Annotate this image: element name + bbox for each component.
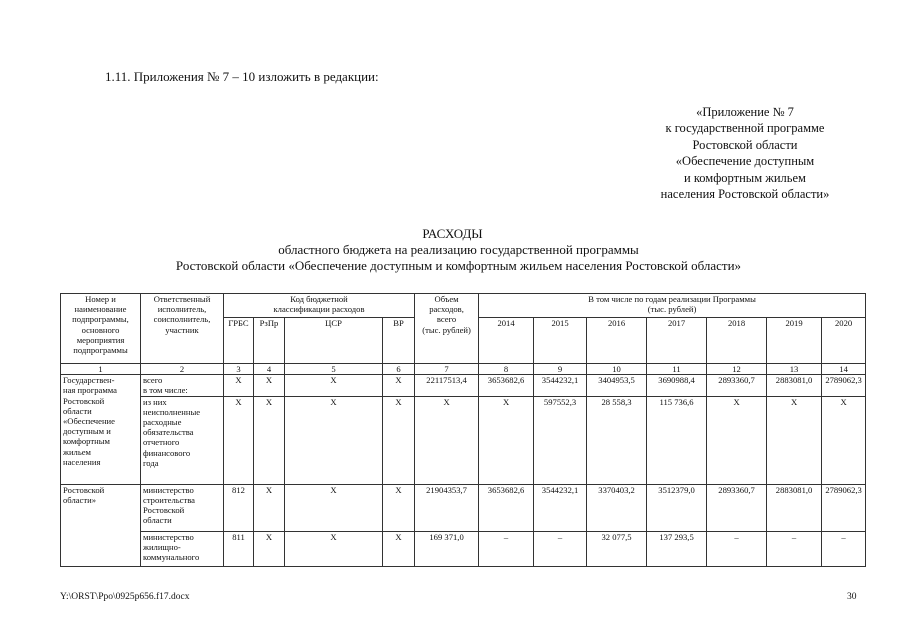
executor-cell: всего в том числе: bbox=[141, 375, 224, 396]
program-name-cell: Государствен- ная программа Ростовской области «Обеспечение доступным и комфортным жильем населения bbox=[61, 375, 141, 484]
executor-cell: министерство строительства Ростовской области bbox=[141, 484, 224, 531]
appendix-line: «Обеспечение доступным bbox=[675, 154, 815, 169]
header-executor: Ответственный исполнитель, соисполнитель, участник bbox=[141, 294, 224, 364]
csr-cell: Х bbox=[285, 375, 383, 396]
year-value-cell: – bbox=[767, 531, 822, 566]
appendix-line: «Приложение № 7 bbox=[696, 105, 794, 119]
table-row bbox=[61, 484, 866, 531]
header-year: 2019 bbox=[767, 318, 822, 364]
table-row bbox=[61, 375, 866, 396]
year-value-cell: 2789062,3 bbox=[822, 375, 866, 396]
document-heading bbox=[0, 226, 905, 273]
total-cell: 169 371,0 bbox=[415, 531, 479, 566]
header-volume: Объем расходов, всего (тыс. рублей) bbox=[415, 294, 479, 364]
header-year: 2014 bbox=[479, 318, 534, 364]
year-value-cell: Х bbox=[767, 396, 822, 484]
column-number: 9 bbox=[534, 364, 587, 375]
header-year: 2015 bbox=[534, 318, 587, 364]
header-year: 2016 bbox=[587, 318, 647, 364]
rzpr-cell: Х bbox=[254, 375, 285, 396]
heading-subtitle: областного бюджета на реализацию государственной программы bbox=[278, 242, 639, 257]
year-value-cell: 3690988,4 bbox=[647, 375, 707, 396]
year-value-cell: 137 293,5 bbox=[647, 531, 707, 566]
header-budget-code: Код бюджетной классификации расходов bbox=[224, 294, 415, 318]
heading-title: РАСХОДЫ bbox=[422, 226, 483, 241]
year-value-cell: 28 558,3 bbox=[587, 396, 647, 484]
header-year: 2020 bbox=[822, 318, 866, 364]
year-value-cell: 3653682,6 bbox=[479, 375, 534, 396]
appendix-line: населения Ростовской области» bbox=[660, 187, 830, 202]
year-value-cell: Х bbox=[479, 396, 534, 484]
grbs-cell: 811 bbox=[224, 531, 254, 566]
column-number: 7 bbox=[415, 364, 479, 375]
vr-cell: Х bbox=[383, 484, 415, 531]
program-name-cell: Ростовской области» bbox=[61, 484, 141, 566]
year-value-cell: – bbox=[707, 531, 767, 566]
footer-file-path: Y:\ORST\Ppo\0925p656.f17.docx bbox=[60, 592, 190, 602]
csr-cell: Х bbox=[285, 531, 383, 566]
vr-cell: Х bbox=[383, 375, 415, 396]
header-rzpr: РзПр bbox=[254, 318, 285, 364]
executor-cell: министерство жилищно- коммунального bbox=[141, 531, 224, 566]
header-year: 2017 bbox=[647, 318, 707, 364]
vr-cell: Х bbox=[383, 531, 415, 566]
year-value-cell: Х bbox=[822, 396, 866, 484]
year-value-cell: – bbox=[479, 531, 534, 566]
column-number: 2 bbox=[141, 364, 224, 375]
appendix-header bbox=[575, 104, 905, 202]
year-value-cell: 3370403,2 bbox=[587, 484, 647, 531]
year-value-cell: – bbox=[534, 531, 587, 566]
year-value-cell: 3653682,6 bbox=[479, 484, 534, 531]
header-grbs: ГРБС bbox=[224, 318, 254, 364]
table-row bbox=[61, 396, 866, 484]
column-number: 8 bbox=[479, 364, 534, 375]
year-value-cell: – bbox=[822, 531, 866, 566]
table-row bbox=[61, 531, 866, 566]
column-number: 3 bbox=[224, 364, 254, 375]
expenses-table bbox=[60, 293, 866, 567]
year-value-cell: 3544232,1 bbox=[534, 375, 587, 396]
header-program-number: Номер и наименование подпрограммы, основного мероприятия подпрограммы bbox=[61, 294, 141, 364]
total-cell: Х bbox=[415, 396, 479, 484]
column-number: 4 bbox=[254, 364, 285, 375]
rzpr-cell: Х bbox=[254, 396, 285, 484]
total-cell: 21904353,7 bbox=[415, 484, 479, 531]
year-value-cell: 3544232,1 bbox=[534, 484, 587, 531]
column-number: 1 bbox=[61, 364, 141, 375]
appendix-line: Ростовской области bbox=[692, 137, 798, 152]
year-value-cell: 2893360,7 bbox=[707, 375, 767, 396]
year-value-cell: 115 736,6 bbox=[647, 396, 707, 484]
grbs-cell: Х bbox=[224, 375, 254, 396]
table-header-row bbox=[61, 294, 866, 318]
year-value-cell: 2789062,3 bbox=[822, 484, 866, 531]
header-vr: ВР bbox=[383, 318, 415, 364]
header-csr: ЦСР bbox=[285, 318, 383, 364]
csr-cell: Х bbox=[285, 396, 383, 484]
appendix-line: и комфортным жильем bbox=[684, 170, 806, 185]
vr-cell: Х bbox=[383, 396, 415, 484]
csr-cell: Х bbox=[285, 484, 383, 531]
column-number: 14 bbox=[822, 364, 866, 375]
column-number-row bbox=[61, 364, 866, 375]
executor-cell: из них неисполненные расходные обязательства отчетного финансового года bbox=[141, 396, 224, 484]
header-year: 2018 bbox=[707, 318, 767, 364]
heading-subtitle-2: Ростовской области «Обеспечение доступным и комфортным жильем населения Ростовской области» bbox=[175, 257, 742, 273]
year-value-cell: 2883081,0 bbox=[767, 484, 822, 531]
appendix-line: к государственной программе bbox=[665, 121, 825, 136]
rzpr-cell: Х bbox=[254, 531, 285, 566]
year-value-cell: 3512379,0 bbox=[647, 484, 707, 531]
grbs-cell: Х bbox=[224, 396, 254, 484]
column-number: 10 bbox=[587, 364, 647, 375]
column-number: 6 bbox=[383, 364, 415, 375]
footer-page-number: 30 bbox=[847, 592, 857, 602]
year-value-cell: 3404953,5 bbox=[587, 375, 647, 396]
grbs-cell: 812 bbox=[224, 484, 254, 531]
year-value-cell: Х bbox=[707, 396, 767, 484]
total-cell: 22117513,4 bbox=[415, 375, 479, 396]
header-years-group: В том числе по годам реализации Программы (тыс. рублей) bbox=[479, 294, 866, 318]
intro-text: 1.11. Приложения № 7 – 10 изложить в редакции: bbox=[105, 69, 379, 84]
column-number: 5 bbox=[285, 364, 383, 375]
column-number: 11 bbox=[647, 364, 707, 375]
year-value-cell: 597552,3 bbox=[534, 396, 587, 484]
year-value-cell: 2883081,0 bbox=[767, 375, 822, 396]
column-number: 13 bbox=[767, 364, 822, 375]
column-number: 12 bbox=[707, 364, 767, 375]
rzpr-cell: Х bbox=[254, 484, 285, 531]
year-value-cell: 2893360,7 bbox=[707, 484, 767, 531]
year-value-cell: 32 077,5 bbox=[587, 531, 647, 566]
